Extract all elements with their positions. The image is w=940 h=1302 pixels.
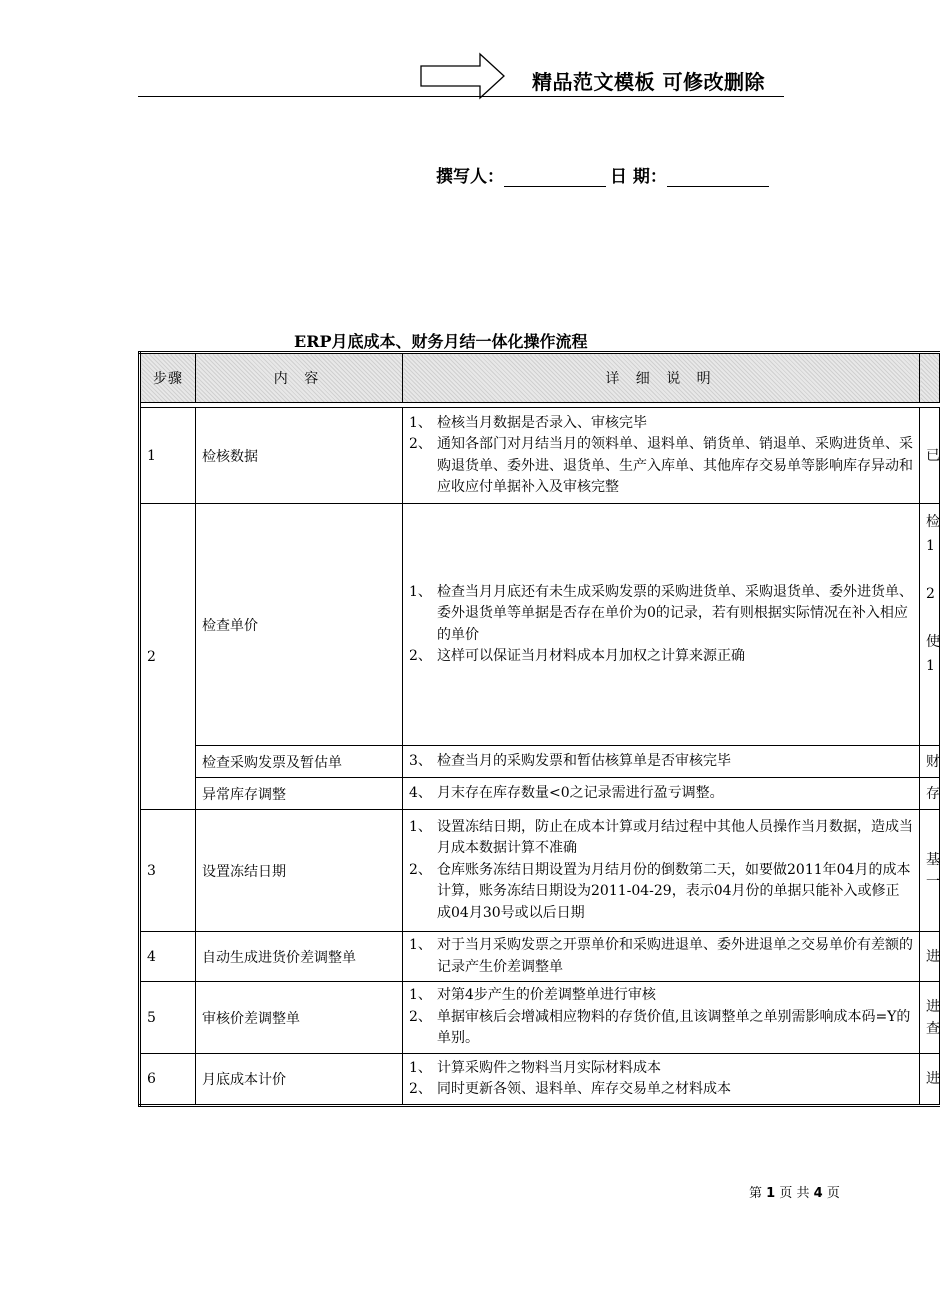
step-note: 进 xyxy=(920,932,940,982)
step-content: 检查单价 xyxy=(196,504,403,746)
step-number: 2 xyxy=(140,504,196,810)
step-note: 进 xyxy=(920,1054,940,1106)
author-blank xyxy=(504,168,606,187)
page-suffix: 页 xyxy=(826,1186,840,1201)
detail-item: 1、 检核当月数据是否录入、审核完毕 xyxy=(409,414,647,431)
step-detail xyxy=(403,932,920,982)
author-label: 撰写人： xyxy=(436,167,504,187)
step-note: 存 xyxy=(920,778,940,810)
step-content: 审核价差调整单 xyxy=(196,982,403,1054)
detail-item: 2、 同时更新各领、退料单、库存交易单之材料成本 xyxy=(409,1081,731,1097)
page-number: 1 xyxy=(766,1186,776,1201)
table-row xyxy=(140,504,940,746)
date-blank xyxy=(667,168,769,187)
detail-item: 1、 检查当月月底还有未生成采购发票的采购进货单、采购退货单、委外进货单、委外退货单等单据是否存在单价为0的记录，若有则根据实际情况在补入相应的单价 xyxy=(409,583,913,643)
step-content: 检核数据 xyxy=(196,408,403,504)
table-row xyxy=(140,1054,940,1106)
column-header-detail: 详 细 说 明 xyxy=(403,353,920,403)
table-row xyxy=(140,810,940,932)
detail-item: 4、 月末存在库存数量<0之记录需进行盈亏调整。 xyxy=(409,784,724,801)
step-content: 自动生成进货价差调整单 xyxy=(196,932,403,982)
page-total: 4 xyxy=(813,1186,823,1201)
step-note: 已 xyxy=(920,408,940,504)
header-divider xyxy=(138,96,784,97)
header-banner: 精品范文模板 可修改删除 xyxy=(532,70,765,94)
detail-item: 1、 设置冻结日期，防止在成本计算或月结过程中其他人员操作当月数据，造成当月成本数据计算不准确 xyxy=(409,818,913,857)
step-note: 进 查 xyxy=(920,982,940,1054)
table-row xyxy=(140,746,940,778)
detail-item: 2、 这样可以保证当月材料成本月加权之计算来源正确 xyxy=(409,648,745,664)
step-detail xyxy=(403,504,920,746)
step-number: 3 xyxy=(140,810,196,932)
author-line xyxy=(436,162,769,187)
step-note: 检 1 2 使 1 xyxy=(920,504,940,746)
step-note: 基 一 xyxy=(920,810,940,932)
detail-item: 1、 对第4步产生的价差调整单进行审核 xyxy=(409,987,656,1004)
step-detail xyxy=(403,746,920,778)
step-number: 6 xyxy=(140,1054,196,1106)
step-detail xyxy=(403,1054,920,1106)
detail-item: 2、 仓库账务冻结日期设置为月结月份的倒数第二天，如要做2011年04月的成本计算，账务冻结日期设为2011-04-29，表示04月份的单据只能补入或修正成04月30号或以后日期 xyxy=(409,861,911,921)
table-row xyxy=(140,408,940,504)
detail-item: 2、 单据审核后会增减相应物料的存货价值,且该调整单之单别需影响成本码=Y的单别。 xyxy=(409,1008,911,1047)
page-mid: 页 共 xyxy=(779,1186,810,1201)
step-number: 5 xyxy=(140,982,196,1054)
arrow-right-icon xyxy=(420,52,506,100)
table-row xyxy=(140,778,940,810)
detail-item: 2、 通知各部门对月结当月的领料单、退料单、销货单、销退单、采购进货单、采购退货单、委外进、退货单、生产入库单、其他库存交易单等影响库存异动和应收应付单据补入及审核完整 xyxy=(409,436,913,495)
date-label: 日 期： xyxy=(610,167,667,187)
page-prefix: 第 xyxy=(749,1186,763,1201)
step-note: 财 xyxy=(920,746,940,778)
process-table xyxy=(138,351,940,1107)
column-header-note xyxy=(920,353,940,403)
step-content: 异常库存调整 xyxy=(196,778,403,810)
table-row xyxy=(140,932,940,982)
step-detail xyxy=(403,810,920,932)
step-content: 月底成本计价 xyxy=(196,1054,403,1106)
page-footer xyxy=(749,1182,840,1201)
step-detail xyxy=(403,982,920,1054)
document-title: ERP月底成本、财务月结一体化操作流程 xyxy=(294,332,588,351)
step-number: 1 xyxy=(140,408,196,504)
step-content: 设置冻结日期 xyxy=(196,810,403,932)
table-header-row xyxy=(140,353,940,403)
step-number: 4 xyxy=(140,932,196,982)
detail-item: 1、 计算采购件之物料当月实际材料成本 xyxy=(409,1059,661,1076)
table-row xyxy=(140,982,940,1054)
column-header-content: 内 容 xyxy=(196,353,403,403)
step-detail xyxy=(403,778,920,810)
detail-item: 1、 对于当月采购发票之开票单价和采购进退单、委外进退单之交易单价有差额的记录产生价差调整单 xyxy=(409,937,913,975)
step-detail xyxy=(403,408,920,504)
detail-item: 3、 检查当月的采购发票和暂估核算单是否审核完毕 xyxy=(409,752,731,769)
step-content: 检查采购发票及暂估单 xyxy=(196,746,403,778)
column-header-step: 步骤 xyxy=(140,353,196,403)
